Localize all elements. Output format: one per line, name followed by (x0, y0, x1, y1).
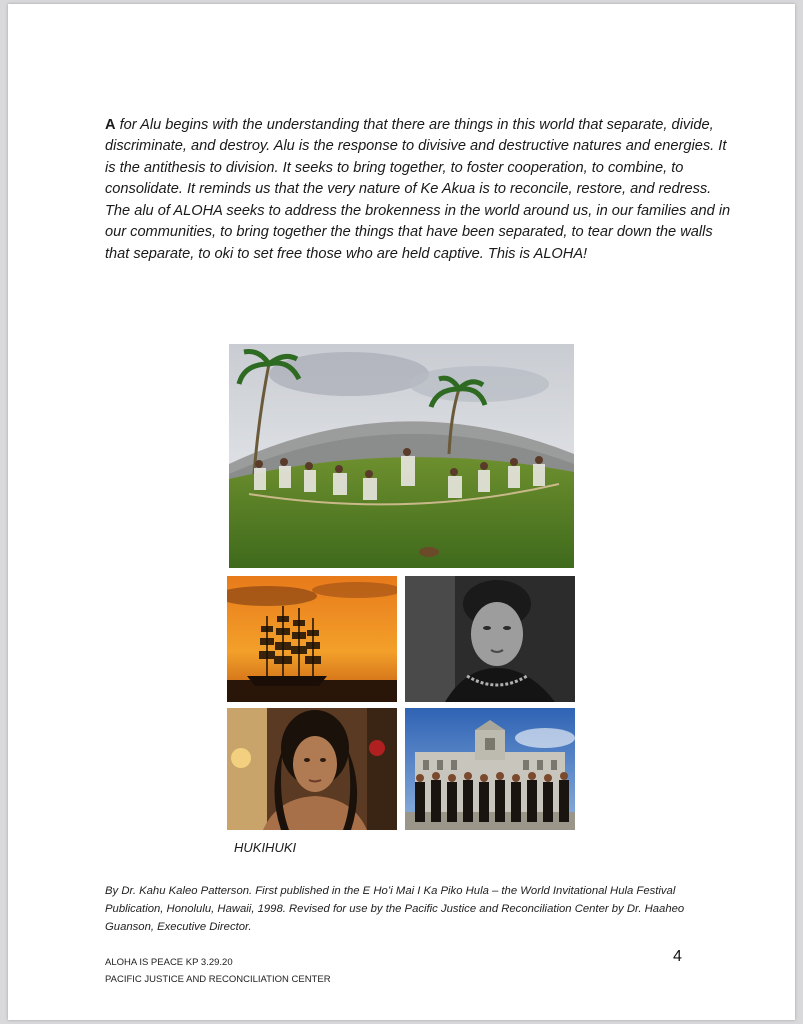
sailing-ship-photo (227, 576, 397, 702)
photo-caption: HUKIHUKI (234, 840, 297, 855)
author-credit: By Dr. Kahu Kaleo Patterson. First published in the E Hoʻi Mai I Ka Piko Hula – the World Invitational Hula Festival Publication, Honolulu, Hawaii, 1998. Revised for use by the Pacific Justice and Reconciliation Center by Dr. Haaheo Guanson, Executive Director. (105, 885, 685, 933)
body-paragraph (105, 115, 735, 266)
page-number: 4 (673, 948, 682, 965)
footer-line-2: PACIFIC JUSTICE AND RECONCILIATION CENTER (105, 974, 331, 985)
footer (105, 954, 331, 988)
woman-portrait-photo (227, 708, 397, 830)
drop-letter: A (105, 116, 116, 133)
palace-group-photo (405, 708, 575, 830)
paragraph-text: for Alu begins with the understanding that there are things in this world that separate, divide, discriminate, and destroy. Alu is the response to divisive and destructive natures and energies. It is the antithesis to division. It seeks to bring together, to foster cooperation, to combine, to consolidate. It reminds us that the very nature of Ke Akua is to reconcile, restore, and redress. The alu of ALOHA seeks to address the brokenness in the world around us, in our families and in our communities, to bring together the things that have been separated, to tear down the walls that separate, to oki to set free those who are held captive. This is ALOHA! (105, 116, 731, 262)
footer-line-1: ALOHA IS PEACE KP 3.29.20 (105, 957, 233, 968)
queen-portrait-photo (405, 576, 575, 702)
tug-of-war-photo (229, 344, 574, 568)
document-page (8, 4, 795, 1020)
